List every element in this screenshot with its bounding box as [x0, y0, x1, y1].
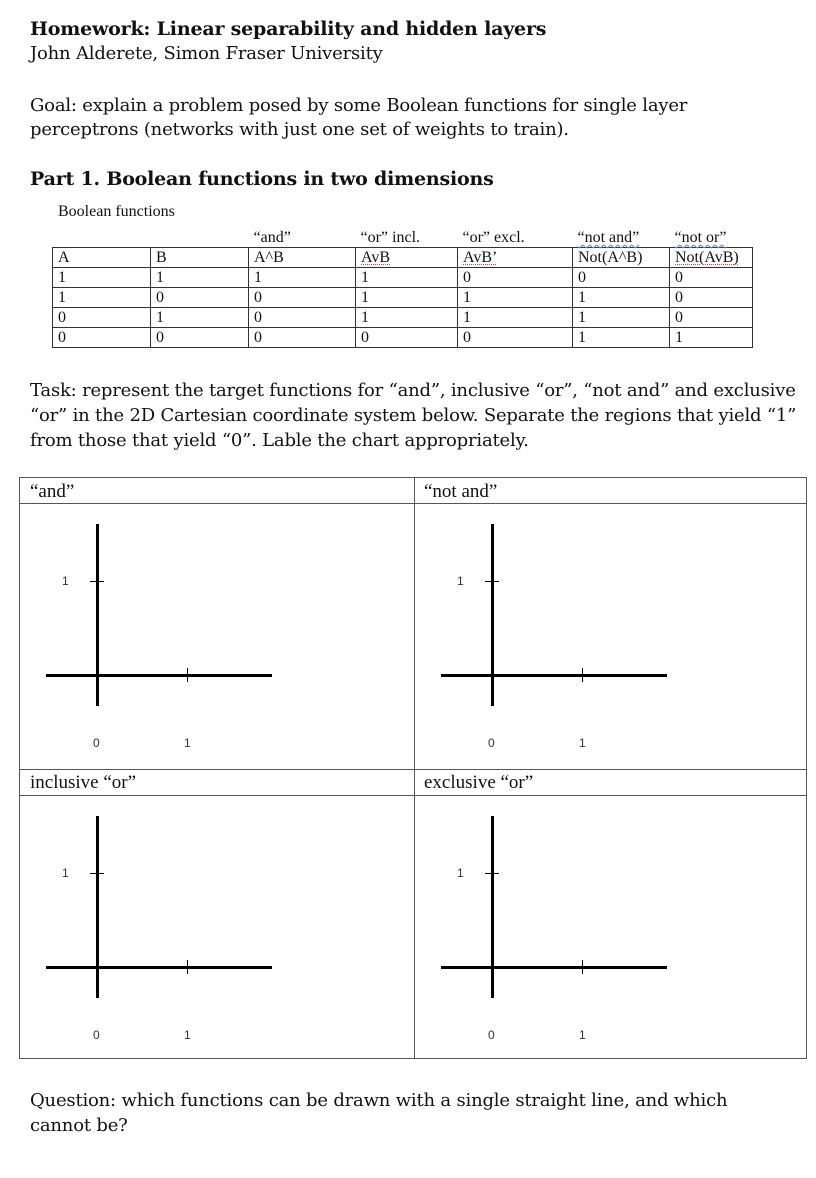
y-axis — [491, 524, 494, 706]
table-cell: 0 — [670, 308, 753, 328]
table-cell: 1 — [53, 268, 151, 288]
table-cell: 1 — [356, 268, 458, 288]
x-tick — [187, 668, 188, 682]
header-top-cell — [670, 225, 753, 248]
y-tick — [90, 873, 104, 874]
y-axis — [491, 816, 494, 998]
header-cell: A — [53, 248, 151, 268]
table-cell: 0 — [53, 328, 151, 348]
y-tick — [485, 581, 499, 582]
table-cell: 1 — [458, 308, 573, 328]
grid-divider-horizontal — [20, 769, 806, 770]
y-tick — [90, 581, 104, 582]
table-caption: Boolean functions — [58, 203, 175, 220]
x-tick-label-1: 1 — [184, 736, 191, 750]
chart-label-inclusive-or: inclusive “or” — [30, 772, 137, 793]
x-tick-label-0: 0 — [93, 1028, 100, 1042]
header-text: AvB — [361, 249, 391, 266]
table-cell: 0 — [151, 328, 249, 348]
table-cell: 1 — [458, 288, 573, 308]
chart-grid — [19, 477, 807, 1059]
table-cell: 1 — [573, 328, 670, 348]
grid-divider-vertical — [414, 478, 415, 1058]
x-tick-label-1: 1 — [579, 1028, 586, 1042]
table-cell: 0 — [249, 328, 356, 348]
chart-label-exclusive-or: exclusive “or” — [424, 772, 534, 793]
boolean-functions-table — [52, 225, 753, 348]
x-tick — [582, 960, 583, 974]
table-row — [53, 288, 753, 308]
table-header-top-row — [53, 225, 753, 248]
header-text: AvB’ — [463, 249, 498, 266]
table-cell: 1 — [573, 308, 670, 328]
table-cell: 1 — [573, 288, 670, 308]
header-cell — [356, 248, 458, 268]
table-cell: 0 — [356, 328, 458, 348]
table-cell: 0 — [53, 308, 151, 328]
chart-label-and: “and” — [30, 481, 75, 502]
table-cell: 0 — [670, 268, 753, 288]
header-top-text: “not or” — [674, 229, 727, 246]
x-tick — [582, 668, 583, 682]
y-tick-label: 1 — [62, 574, 69, 588]
x-axis — [441, 674, 667, 677]
header-text: Not(AvB) — [675, 249, 739, 266]
table-cell: 0 — [458, 328, 573, 348]
y-axis — [96, 524, 99, 706]
table-cell: 1 — [249, 268, 356, 288]
header-top-cell: “or” excl. — [462, 229, 525, 246]
table-cell: 1 — [356, 288, 458, 308]
chart-label-not-and: “not and” — [424, 481, 498, 502]
x-axis — [46, 966, 272, 969]
x-tick-label-1: 1 — [579, 736, 586, 750]
table-cell: 0 — [573, 268, 670, 288]
header-top-cell — [573, 225, 670, 248]
table-cell: 1 — [53, 288, 151, 308]
y-tick-label: 1 — [457, 574, 464, 588]
x-tick-label-0: 0 — [488, 736, 495, 750]
header-top-cell — [53, 225, 151, 248]
header-top-cell: “or” incl. — [360, 229, 421, 246]
y-tick-label: 1 — [62, 866, 69, 880]
table-cell: 1 — [151, 308, 249, 328]
task-paragraph: Task: represent the target functions for “and”, inclusive “or”, “not and” and exclusive “or” in the 2D Cartesian coordinate system below. Separate the regions that yield “1” from those that yield “0”. Lable the chart appropriately. — [30, 380, 797, 451]
table-cell: 0 — [249, 288, 356, 308]
header-cell — [670, 248, 753, 268]
table-row — [53, 268, 753, 288]
part1-heading: Part 1. Boolean functions in two dimensions — [30, 168, 494, 190]
page-title: Homework: Linear separability and hidden layers — [30, 18, 547, 40]
x-axis — [441, 966, 667, 969]
table-cell: 0 — [249, 308, 356, 328]
table-cell: 1 — [151, 268, 249, 288]
table-header-row — [53, 248, 753, 268]
header-top-text: “not and” — [577, 229, 640, 246]
x-tick — [187, 960, 188, 974]
x-axis — [46, 674, 272, 677]
y-tick — [485, 873, 499, 874]
header-cell — [458, 248, 573, 268]
header-cell: A^B — [249, 248, 356, 268]
table-cell: 0 — [458, 268, 573, 288]
question-paragraph: Question: which functions can be drawn with a single straight line, and which cannot be? — [30, 1090, 728, 1136]
author-line: John Alderete, Simon Fraser University — [30, 43, 383, 64]
table-cell: 0 — [151, 288, 249, 308]
header-top-cell: “and” — [253, 229, 291, 246]
header-cell: B — [151, 248, 249, 268]
table-cell: 0 — [670, 288, 753, 308]
y-axis — [96, 816, 99, 998]
table-cell: 1 — [356, 308, 458, 328]
grid-label-divider — [20, 503, 806, 504]
x-tick-label-1: 1 — [184, 1028, 191, 1042]
x-tick-label-0: 0 — [93, 736, 100, 750]
header-cell: Not(A^B) — [573, 248, 670, 268]
y-tick-label: 1 — [457, 866, 464, 880]
grid-label-divider — [20, 795, 806, 796]
header-top-cell — [151, 225, 249, 248]
table-row — [53, 308, 753, 328]
goal-paragraph: Goal: explain a problem posed by some Boolean functions for single layer perceptrons (networks with just one set of weights to train). — [30, 95, 688, 140]
x-tick-label-0: 0 — [488, 1028, 495, 1042]
table-cell: 1 — [670, 328, 753, 348]
table-row — [53, 328, 753, 348]
